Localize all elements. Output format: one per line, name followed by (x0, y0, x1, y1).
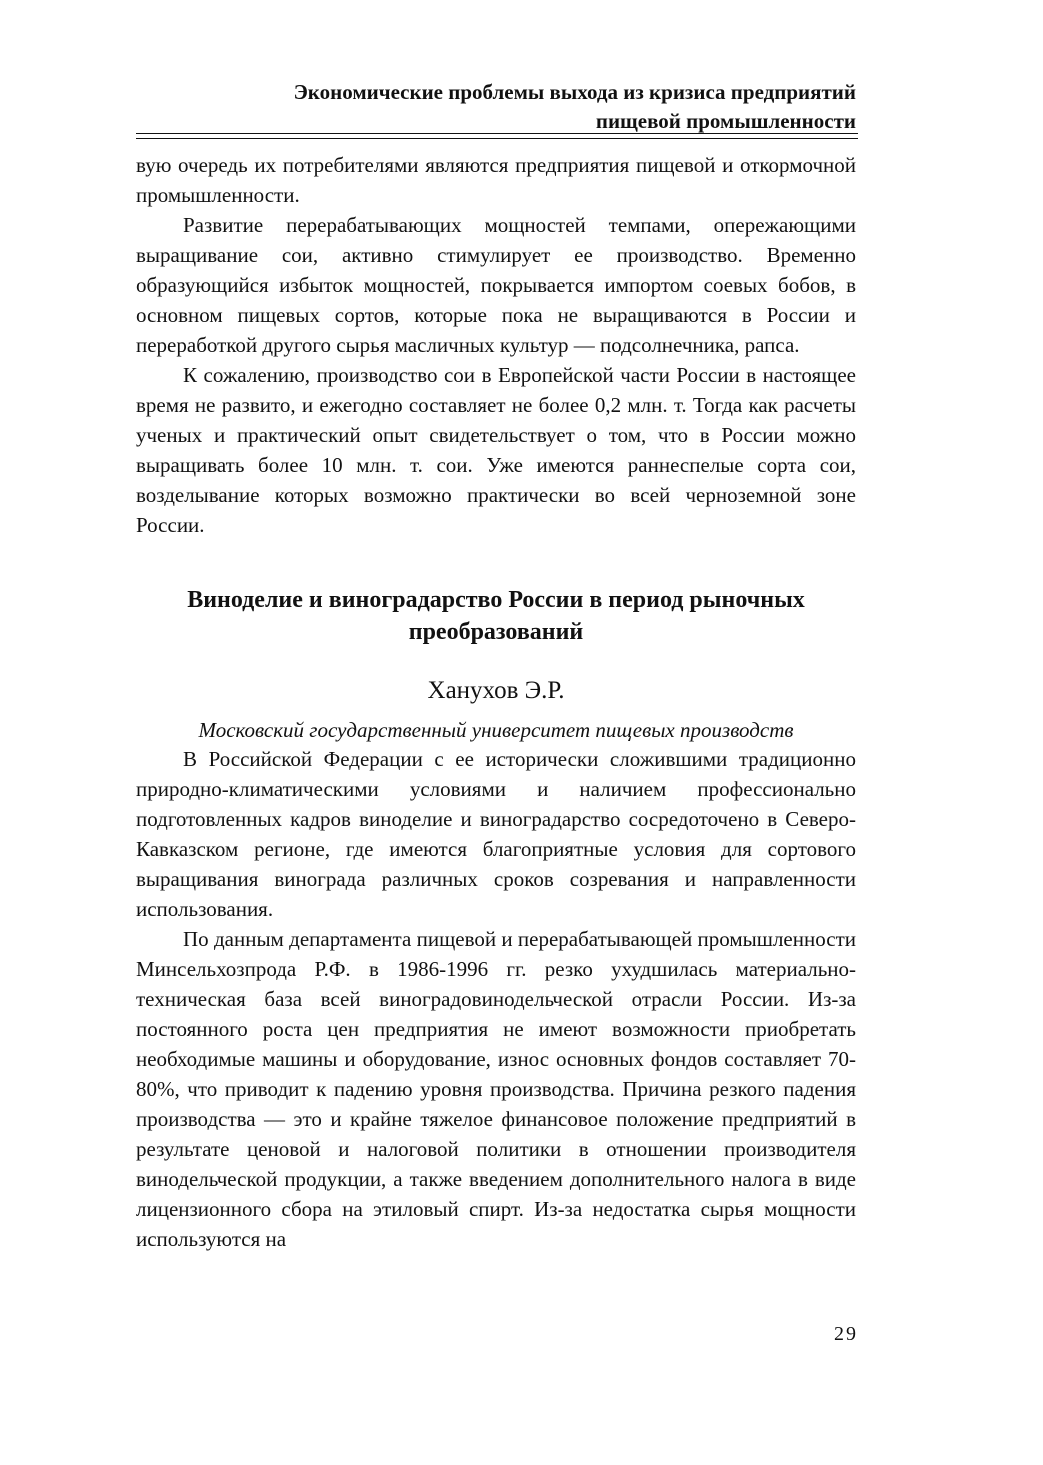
header-rule-top (136, 133, 858, 134)
paragraph-intro: В Российской Федерации с ее исторически сложившими традиционно природно-климатическими условиями и наличием профессионально подготовленных кадров виноделие и виноградарство сосредоточено в Северо-Кавказском регионе, где имеются благоприятные условия для сортового выращивания винограда различных сроков созревания и направленности использования. (136, 747, 856, 921)
running-header-line-2: пищевой промышленности (595, 109, 856, 133)
article-title-line-2: преобразований (408, 619, 584, 645)
page-number: 29 (834, 1323, 858, 1345)
article-author: Ханухов Э.Р. (427, 677, 565, 704)
paragraph-continued: вую очередь их потребителями являются предприятия пищевой и откормочной промышленности. (136, 153, 856, 207)
running-header (140, 78, 856, 136)
paragraph-department-data: По данным департамента пищевой и перерабатывающей промышленности Минсельхозпрода Р.Ф. в 1986-1996 гг. резко ухудшилась материально-техническая база всей виноградовинодельческой отрасли России. Из-за постоянного роста цен предприятия не имеют возможности приобретать необходимые машины и оборудование, износ основных фондов составляет 70-80%, что приводит к падению уровня производства. Причина резкого падения производства — это и крайне тяжелое финансовое положение предприятий в результате ценовой и налоговой политики в отношении производителя винодельческой продукции, а также введением дополнительного налога в виде лицензионного сбора на этиловый спирт. Из-за недостатка сырья мощности используются на (136, 927, 856, 1251)
running-header-line-1: Экономические проблемы выхода из кризиса предприятий (293, 80, 856, 104)
article-affiliation: Московский государственный университет пищевых производств (198, 718, 794, 742)
article-title (136, 584, 856, 648)
continued-text-block (136, 150, 856, 540)
header-rule-bottom (136, 138, 858, 139)
paragraph-soy-production: К сожалению, производство сои в Европейской части России в настоящее время не развито, и ежегодно составляет не более 0,2 млн. т. Тогда как расчеты ученых и практический опыт свидетельствует о том, что в России можно выращивать более 10 млн. т. сои. Уже имеются раннеспелые сорта сои, возделывание которых возможно практически во всей черноземной зоне России. (136, 363, 856, 537)
article-body (136, 744, 856, 1254)
paragraph-soy-processing: Развитие перерабатывающих мощностей темпами, опережающими выращивание сои, активно стимулирует ее производство. Временно образующийся избыток мощностей, покрывается импортом соевых бобов, в основном пищевых сортов, которые пока не выращиваются в России и переработкой другого сырья масличных культур — подсолнечника, рапса. (136, 213, 856, 357)
article-title-line-1: Виноделие и виноградарство России в период рыночных (187, 587, 805, 613)
